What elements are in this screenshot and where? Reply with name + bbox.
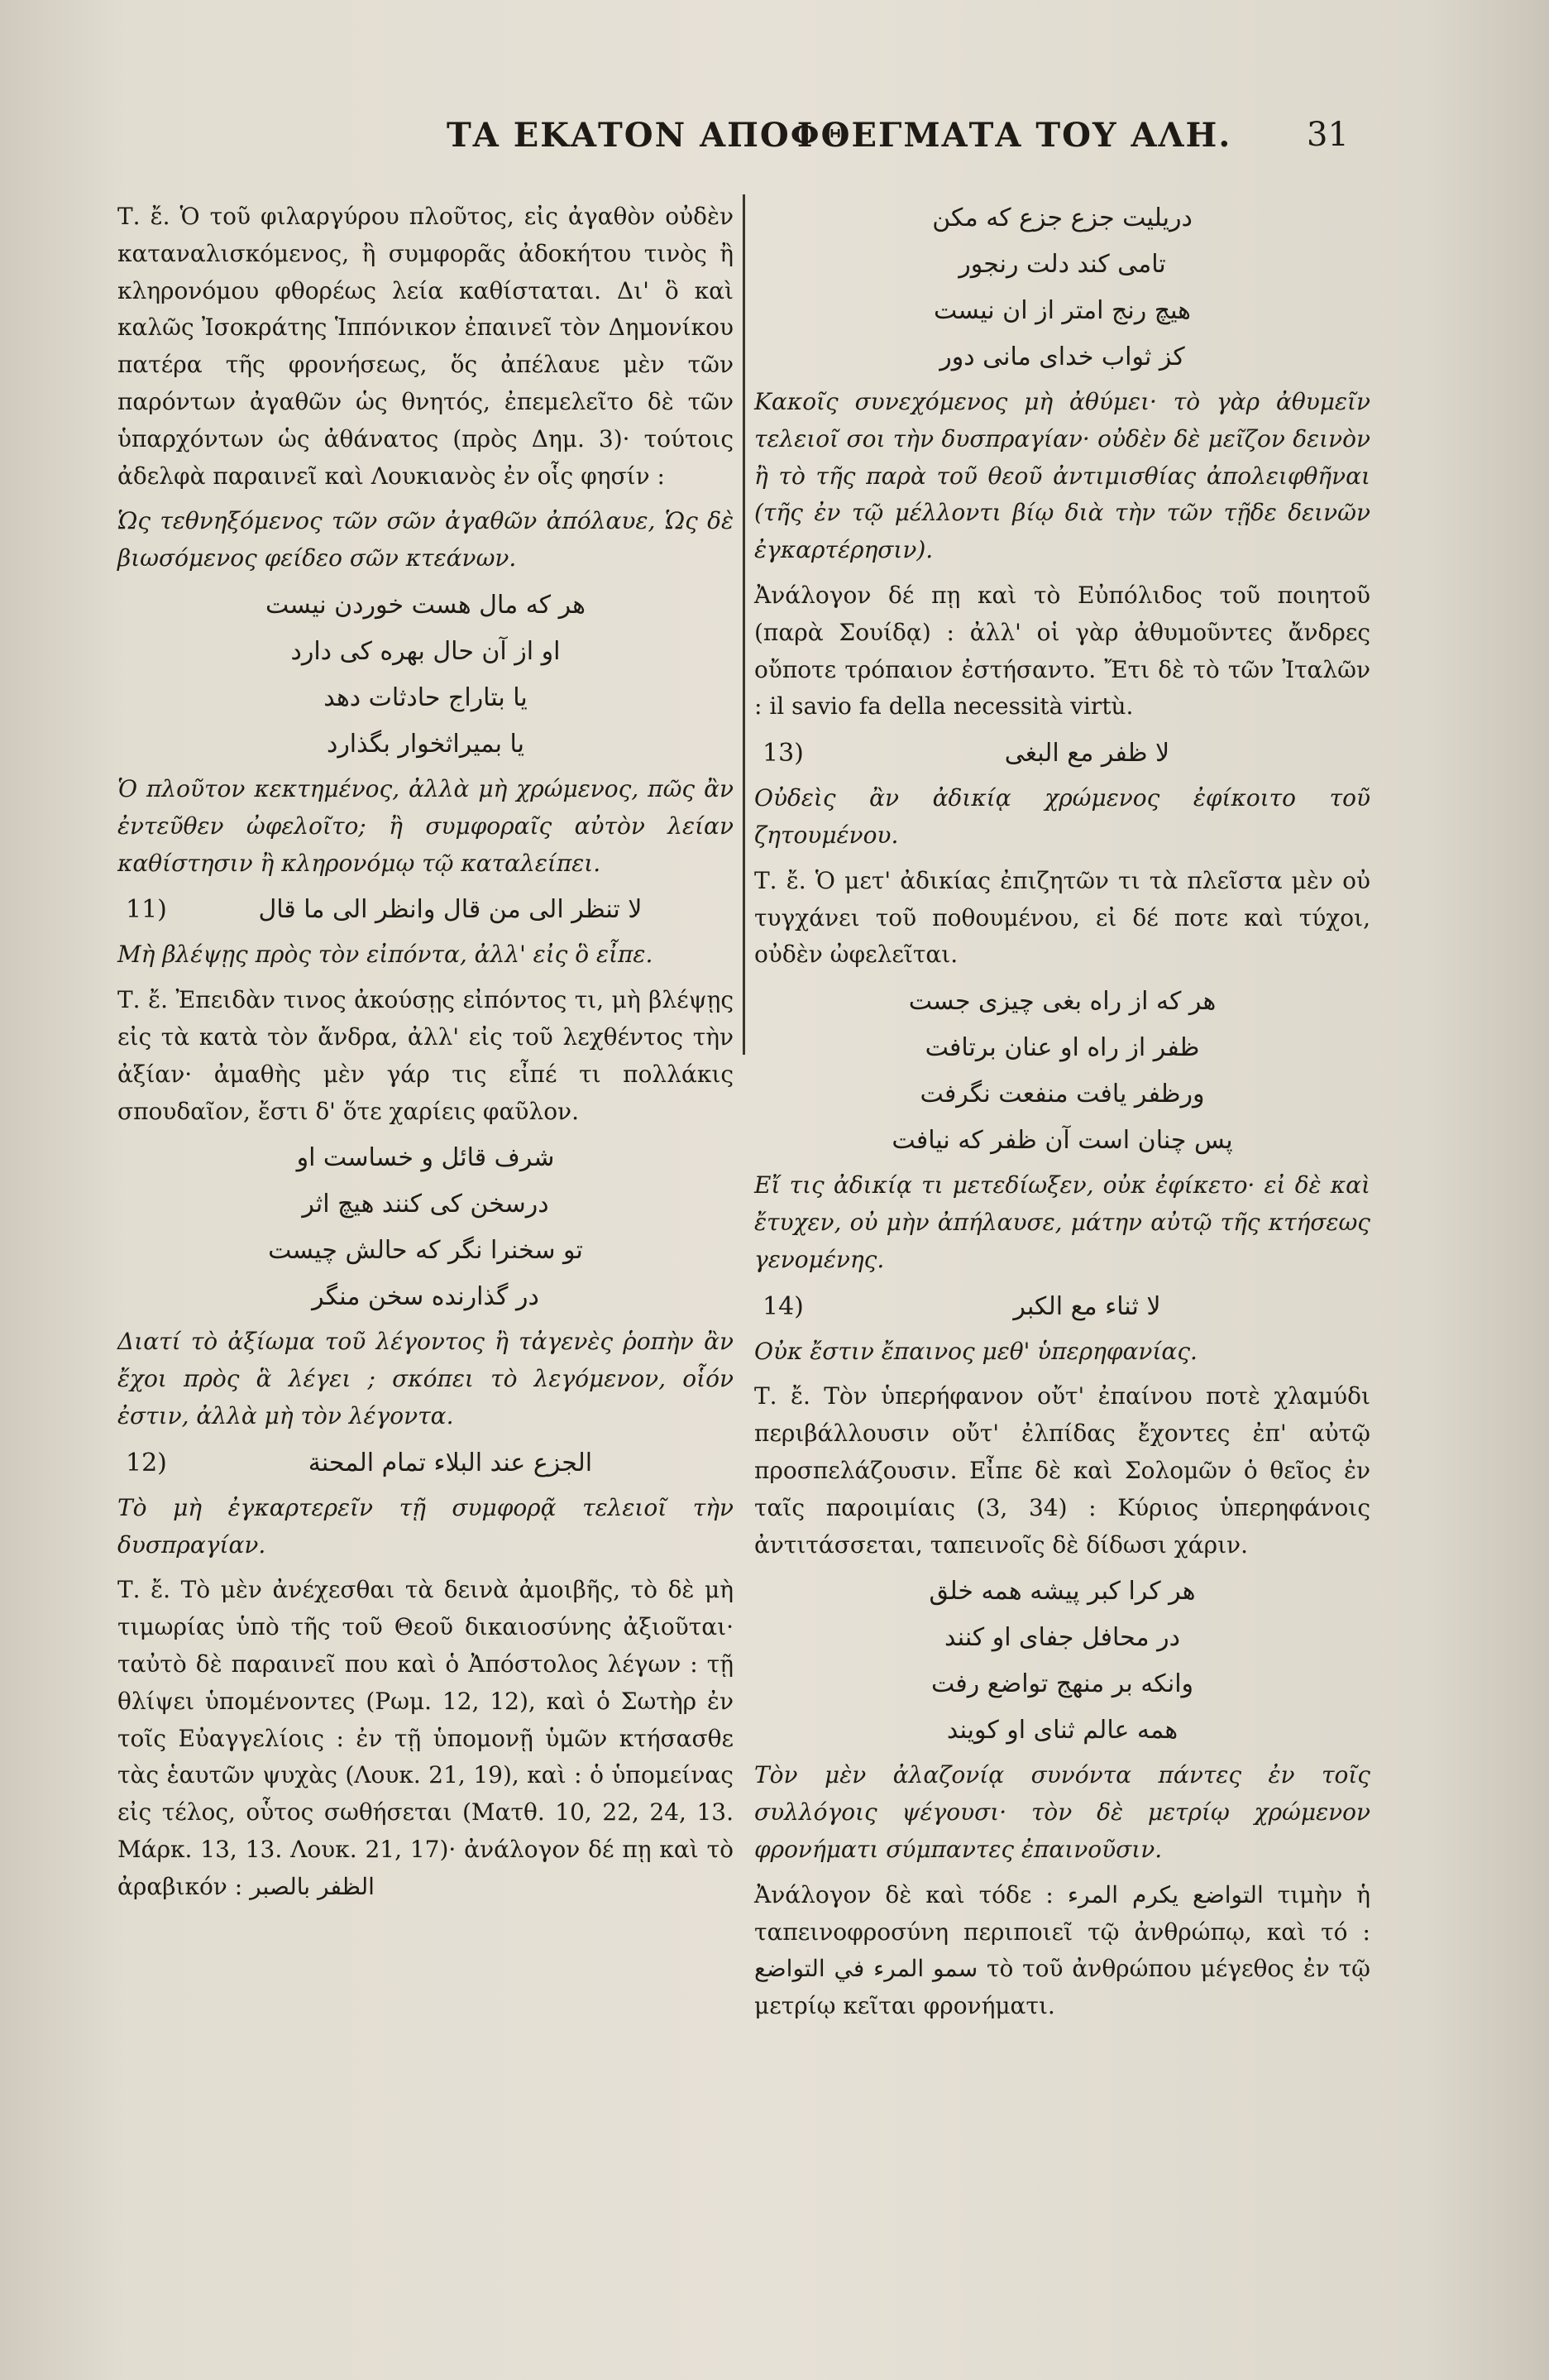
greek-translation: Εἴ τις ἀδικίᾳ τι μετεδίωξεν, οὐκ ἐφίκετο· εἰ δὲ καὶ ἔτυχεν, οὐ μὴν ἀπήλαυσε, μάτην αὐτῷ τῆς κτήσεως γενομένης. xyxy=(754,1171,1370,1273)
arabic-verse: ورظفر يافت منفعت نگرفت xyxy=(920,1080,1205,1109)
saying-14 xyxy=(754,1287,1370,1327)
saying-number: 14) xyxy=(763,1291,804,1321)
page-number: 31 xyxy=(1307,116,1349,154)
arabic-verse: درسخن كى كنند هيچ اثر xyxy=(302,1190,549,1219)
commentary-paragraph: Τ. ἔ. Ὁ μετ' ἀδικίας ἐπιζητῶν τι τὰ πλεῖστα μὲν οὐ τυγχάνει τοῦ ποθουμένου, εἰ δέ ποτε καὶ τύχοι, οὐδὲν ὠφελεῖται. xyxy=(754,866,1370,969)
arabic-verse: همه عالم ثناى او كويند xyxy=(946,1716,1178,1745)
arabic-saying: لا ظفر مع البغى xyxy=(1004,739,1170,769)
arabic-verse: يا بميراثخوار بگذارد xyxy=(326,729,525,759)
arabic-verse: او از آن حال بهره كى دارد xyxy=(290,636,561,666)
arabic-verse: هر كرا كبر پيشه همه خلق xyxy=(929,1577,1196,1607)
running-title: ΤΑ ΕΚΑΤΟΝ ΑΠΟΦΘΕΓΜΑΤΑ ΤΟΥ ΑΛΗ. xyxy=(447,116,1232,155)
commentary-paragraph: Τ. ἔ. Ὁ τοῦ φιλαργύρου πλοῦτος, εἰς ἀγαθὸν οὐδὲν καταναλισκόμενος, ἢ συμφορᾶς ἀδοκήτου τινὸς ἢ κληρονόμου φθορέως λεία καθίσταται. Δι' ὃ καὶ καλῶς Ἰσοκράτης Ἱππόνικον ἐπαινεῖ τὸν Δημονίκου πατέρα τῆς φρονήσεως, ὅς ἀπέλαυε μὲν τῶν παρόντων ἀγαθῶν ὡς θνητός, ἐπεμελεῖτο δὲ τῶν ὑπαρχόντων ὡς ἀθάνατος (πρὸς Δημ. 3)· τούτοις ἀδελφὰ παραινεῖ καὶ Λουκιανὸς ἐν οἷς φησίν : xyxy=(117,203,734,490)
arabic-verse: در محافل جفای او كنند xyxy=(944,1623,1180,1653)
commentary-paragraph: Τ. ἔ. Τὸ μὲν ἀνέχεσθαι τὰ δεινὰ ἀμοιβῆς, τὸ δὲ μὴ τιμωρίας ὑπὸ τῆς τοῦ Θεοῦ δικαιοσύνης ἀξιοῦται· ταὐτὸ δὲ παραινεῖ που καὶ ὁ Ἀπόστολος λέγων : τῇ θλίψει ὑπομένοντες (Ρωμ. 12, 12), καὶ ὁ Σωτὴρ ἐν τοῖς Εὐαγγελίοις : ἐν τῇ ὑπομονῇ ὑμῶν κτήσασθε τὰς ἑαυτῶν ψυχὰς (Λουκ. 21, 19), καὶ : ὁ ὑπομείνας εἰς τέλος, οὗτος σωθήσεται (Ματθ. 10, 22, 24, 13. Μάρκ. 13, 13. Λουκ. 21, 17)· ἀνάλογον δέ πῃ καὶ τὸ ἀραβικόν : الظفر بالصبر xyxy=(117,1576,734,1900)
greek-translation: Οὐδεὶς ἂν ἀδικίᾳ χρώμενος ἐφίκοιτο τοῦ ζητουμένου. xyxy=(754,784,1370,849)
column-divider xyxy=(743,194,745,1055)
arabic-verse: تامى كند دلت رنجور xyxy=(959,250,1166,279)
arabic-verse: ظفر از راه او عنان برتافت xyxy=(925,1033,1200,1063)
saying-13 xyxy=(754,734,1370,773)
saying-number: 11) xyxy=(126,895,167,925)
verse-quote: Ὡς τεθνηξόμενος τῶν σῶν ἀγαθῶν ἀπόλαυε, Ὡς δὲ βιωσόμενος φείδεο σῶν κτεάνων. xyxy=(117,507,734,572)
commentary-paragraph: Τ. ἔ. Τὸν ὑπερήφανον οὔτ' ἐπαίνου ποτὲ χλαμύδι περιβάλλουσιν οὔτ' ἐλπίδας ἔχοντες ἐπ' αὐτῷ προσπελάζουσιν. Εἶπε δὲ καὶ Σολομῶν ὁ θεῖος ἐν ταῖς παροιμίαις (3, 34) : Κύριος ὑπερηφάνοις ἀντιτάσσεται, ταπεινοῖς δὲ δίδωσι χάριν. xyxy=(754,1382,1370,1559)
greek-translation: Ὁ πλοῦτον κεκτημένος, ἀλλὰ μὴ χρώμενος, πῶς ἂν ἐντεῦθεν ὠφελοῖτο; ἢ συμφοραῖς αὐτὸν λείαν καθίστησιν ἢ κληρονόμῳ τῷ καταλείπει. xyxy=(117,774,734,877)
arabic-verse: هر كه مال هست خوردن نيست xyxy=(265,590,586,620)
greek-translation: Κακοῖς συνεχόμενος μὴ ἀθύμει· τὸ γὰρ ἀθυμεῖν τελειοῖ σοι τὴν δυσπραγίαν· οὐδὲν δὲ μεῖζον δεινὸν ἢ τὸ τῆς παρὰ τοῦ θεοῦ ἀντιμισθίας ἀπολειφθῆναι (τῆς ἐν τῷ μέλλοντι βίῳ διὰ τὴν τῶν τῇδε δεινῶν ἐγκαρτέρησιν). xyxy=(754,388,1370,564)
greek-translation: Τὸ μὴ ἐγκαρτερεῖν τῇ συμφορᾷ τελειοῖ τὴν δυσπραγίαν. xyxy=(117,1493,734,1559)
arabic-verse: هيچ رنج امتر از ان نيست xyxy=(934,296,1191,325)
greek-translation: Μὴ βλέψῃς πρὸς τὸν εἰπόντα, ἀλλ' εἰς ὃ εἶπε. xyxy=(117,941,653,969)
left-column xyxy=(117,199,734,2333)
arabic-verse: دريليت جزع جزع كه مكن xyxy=(932,204,1193,232)
arabic-verse: وانكه بر منهج تواضع رفت xyxy=(930,1669,1194,1699)
arabic-verse: هر كه از راه بغى چيزى جست xyxy=(908,987,1217,1017)
saying-number: 13) xyxy=(763,739,804,769)
arabic-verse: كز ثواب خدای مانی دور xyxy=(939,342,1185,371)
saying-12 xyxy=(117,1444,734,1483)
right-column xyxy=(754,199,1370,2333)
arabic-saying: لا تنظر الى من قال وانظر الى ما قال xyxy=(258,895,643,925)
greek-translation: Διατί τὸ ἀξίωμα τοῦ λέγοντος ἢ τἀγενὲς ῥοπὴν ἂν ἔχοι πρὸς ἃ λέγει ; σκόπει τὸ λεγόμενον, οἷόν ἐστιν, ἀλλὰ μὴ τὸν λέγοντα. xyxy=(117,1328,734,1429)
greek-translation: Οὐκ ἔστιν ἔπαινος μεθ' ὑπερηφανίας. xyxy=(754,1337,1198,1365)
commentary-paragraph: Ἀνάλογον δὲ καὶ τόδε : التواضع يكرم المرء τιμὴν ἡ ταπεινοφροσύνη περιποιεῖ τῷ ἀνθρώπῳ, καὶ τό : سمو المرء في التواضع τὸ τοῦ ἀνθρώπου μέγεθος ἐν τῷ μετρίῳ κεῖται φρονήματι. xyxy=(754,1880,1370,2020)
arabic-saying: الجزع عند البلاء تمام المحنة xyxy=(308,1448,593,1477)
saying-11 xyxy=(117,890,734,930)
arabic-verse: شرف قائل و خساست او xyxy=(296,1143,555,1173)
running-header xyxy=(0,116,1549,165)
arabic-verse: يا بتاراج حادثات دهد xyxy=(323,682,528,712)
arabic-verse: پس چنان است آن ظفر كه نيافت xyxy=(892,1126,1233,1156)
saying-number: 12) xyxy=(126,1448,167,1477)
arabic-verse: در گذارنده سخن منگر xyxy=(312,1282,539,1312)
greek-translation: Τὸν μὲν ἀλαζονίᾳ συνόντα πάντες ἐν τοῖς συλλόγοις ψέγουσι· τὸν δὲ μετρίῳ χρώμενον φρονήματι σύμπαντες ἐπαινοῦσιν. xyxy=(754,1761,1370,1863)
arabic-verse: تو سخنرا نگر كه حالش چيست xyxy=(268,1236,583,1266)
commentary-paragraph: Τ. ἔ. Ἐπειδὰν τινος ἀκούσῃς εἰπόντος τι, μὴ βλέψῃς εἰς τὰ κατὰ τὸν ἄνδρα, ἀλλ' εἰς τοῦ λεχθέντος τὴν ἀξίαν· ἀμαθὴς μὲν γάρ τις εἶπέ τι πολλάκις σπουδαῖον, ἔστι δ' ὅτε χαρίεις φαῦλον. xyxy=(117,986,734,1125)
commentary-paragraph: Ἀνάλογον δέ πῃ καὶ τὸ Εὐπόλιδος τοῦ ποιητοῦ (παρὰ Σουίδᾳ) : ἀλλ' οἱ γὰρ ἀθυμοῦντες ἄνδρες οὔποτε τρόπαιον ἐστήσαντο. Ἔτι δὲ τὸ τῶν Ἰταλῶν : il savio fa della necessità virtù. xyxy=(754,581,1370,721)
arabic-saying: لا ثناء مع الكبر xyxy=(1013,1291,1161,1321)
